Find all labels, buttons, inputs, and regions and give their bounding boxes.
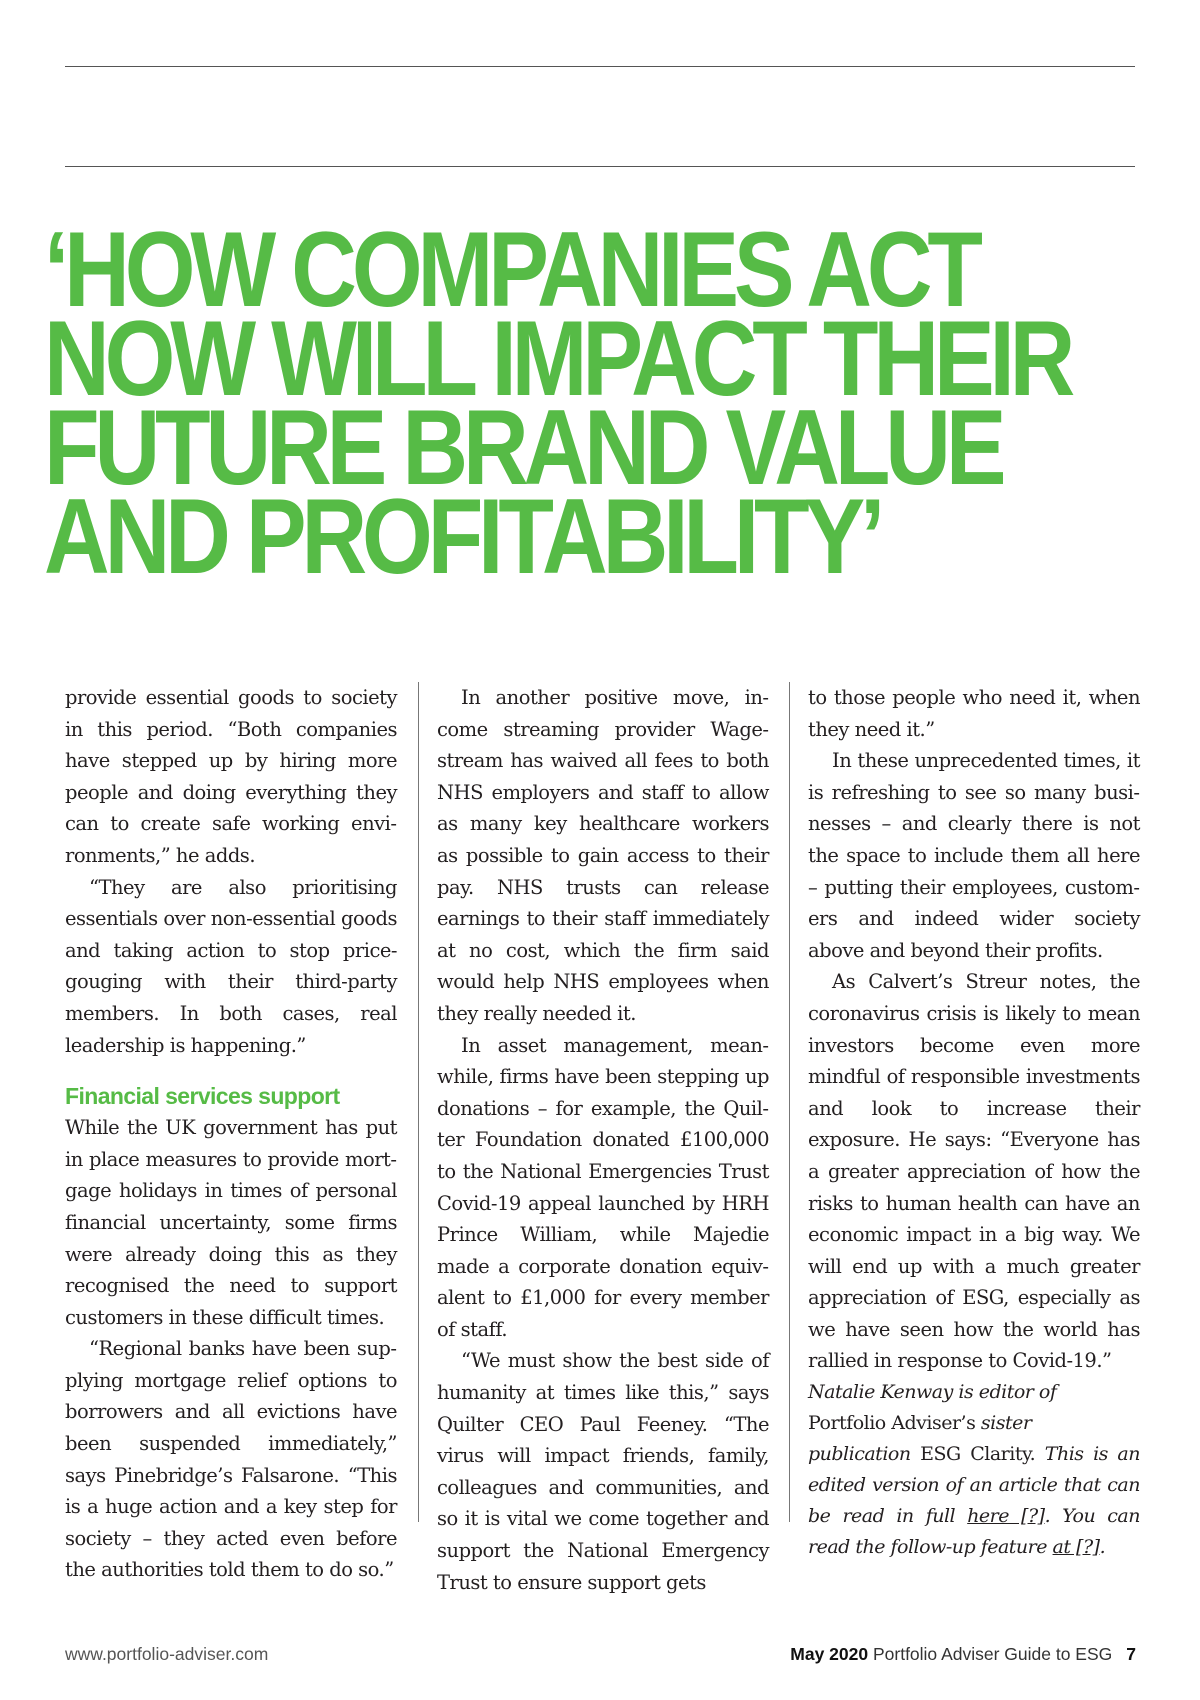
paragraph: In asset management, meanwhile, firms have been stepping up donations – for example, the Quilter Foundation donated £100,000 to the National Emergencies Trust Covid-19 appeal launched by HRH Prince William, while Majedie made a corporate donation equivalent to £1,000 for every member of staff. bbox=[437, 1033, 769, 1341]
issue-date: May 2020 bbox=[790, 1644, 869, 1664]
article-column-1 bbox=[65, 682, 397, 1586]
bio-text: Natalie Kenway is editor of bbox=[808, 1381, 1057, 1404]
bio-text: sister bbox=[975, 1412, 1032, 1435]
footer-website-url[interactable]: www.portfolio-adviser.com bbox=[65, 1644, 269, 1664]
section-subhead: Financial services support bbox=[65, 1083, 340, 1110]
headline bbox=[44, 209, 1071, 596]
article-column-3 bbox=[808, 682, 1140, 1563]
paragraph: “Regional banks have been supplying mortgage relief options to borrowers and all evictions have been suspended immediately,” says Pinebridge’s Falsarone. “This is a huge action and a key step for society – they acted even before the authorities told them to do so.” bbox=[65, 1337, 397, 1582]
paragraph: As Calvert’s Streur notes, the coronavirus crisis is likely to mean investors become even more mindful of responsible investments and look to increase their exposure. He says: “Everyone has a greater appreciation of how the risks to human health can have an economic impact in a big way. We will end up with a much greater appreciation of ESG, especially as we have seen how the world has rallied in response to Covid-19.” bbox=[808, 970, 1140, 1373]
bio-text: . bbox=[1099, 1536, 1106, 1559]
article-column-2 bbox=[437, 682, 769, 1598]
top-rule bbox=[65, 66, 1135, 67]
at-link[interactable]: at [?] bbox=[1052, 1536, 1100, 1559]
headline-line-4: AND PROFITABILITY’ bbox=[44, 476, 881, 596]
paragraph: provide essential goods to society in this period. “Both companies have stepped up by hiring more people and doing everything they can to create safe working environments,” he adds. bbox=[65, 686, 397, 867]
bio-text: . You can read the follow-up feature bbox=[808, 1505, 1140, 1559]
footer-issue-info bbox=[790, 1644, 1136, 1665]
paragraph: While the UK government has put in place measures to provide mortgage holidays in times of personal financial uncertainty, some firms were already doing this as they recognised the need to support customers in these difficult times. bbox=[65, 1116, 397, 1329]
header-rule bbox=[65, 166, 1135, 167]
paragraph: In another positive move, income streaming provider Wagestream has waived all fees to both NHS employers and staff to allow as many key healthcare workers as possible to gain access to their pay. NHS trusts can release earnings to their staff immediately at no cost, which the firm said would help NHS employees when they really needed it. bbox=[437, 686, 769, 1025]
paragraph: “We must show the best side of humanity at times like this,” says Quilter CEO Paul Feeney. “The virus will impact friends, family, colleagues and communities, and so it is vital we come together and support the National Emergency Trust to ensure support gets bbox=[437, 1349, 769, 1594]
bio-publication-name: Portfolio Adviser’s bbox=[808, 1412, 976, 1435]
page-number: 7 bbox=[1126, 1644, 1136, 1664]
publication-title: Portfolio Adviser Guide to ESG bbox=[868, 1644, 1113, 1664]
bio-publication-name: ESG Clarity. bbox=[910, 1443, 1036, 1466]
paragraph: “They are also prioritising essentials over non-essential goods and taking action to stop price-gouging with their third-party members. In both cases, real leadership is happening.” bbox=[65, 875, 397, 1057]
bio-text: This is an edited version of an article that can be read in full bbox=[808, 1443, 1141, 1528]
headline-line-2: NOW WILL IMPACT THEIR bbox=[44, 298, 1071, 418]
author-bio bbox=[808, 1377, 1140, 1563]
column-divider bbox=[789, 682, 790, 1522]
headline-line-1: ‘HOW COMPANIES ACT bbox=[44, 209, 978, 329]
headline-line-3: FUTURE BRAND VALUE bbox=[44, 387, 1002, 507]
bio-text: publication bbox=[808, 1443, 911, 1466]
paragraph: In these unprecedented times, it is refreshing to see so many businesses – and clearly there is not the space to include them all here – putting their employees, customers and indeed wider society above and beyond their profits. bbox=[808, 749, 1140, 962]
paragraph: to those people who need it, when they need it.” bbox=[808, 686, 1140, 741]
here-link[interactable]: here [?] bbox=[967, 1505, 1045, 1528]
column-divider bbox=[418, 682, 419, 1522]
